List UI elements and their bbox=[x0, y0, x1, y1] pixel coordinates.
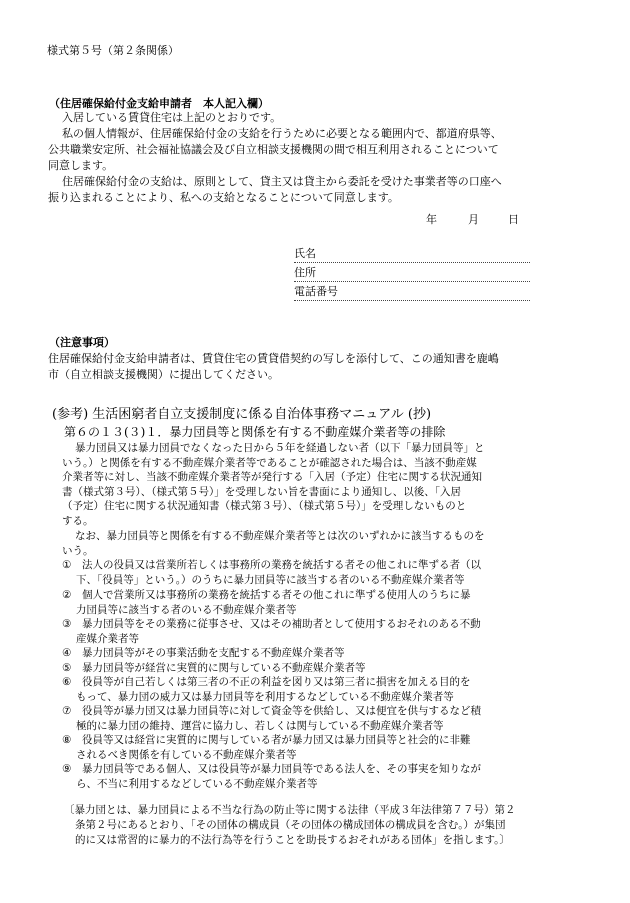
applicant-heading: （住居確保給付金支給申請者 本人記入欄） bbox=[49, 97, 269, 110]
list-item: ⑤ 暴力団員等が経営に実質的に関与している不動産媒介業者等 bbox=[62, 662, 366, 674]
para2-line-2: いう。 bbox=[62, 545, 94, 557]
notes-line-2: 市（自立相談支援機関）に提出してください。 bbox=[48, 368, 279, 381]
footnote-line-2: 条第２号にあるとおり、「その団体の構成員（その団体の構成団体の構成員を含む。）が集団 bbox=[75, 819, 506, 831]
applicant-line-4: 同意します。 bbox=[48, 159, 114, 172]
notes-heading: （注意事項） bbox=[49, 336, 115, 349]
footnote-line-3: 的に又は常習的に暴力的不法行為等を行うことを助長するおそれがある団体」を指します。〕 bbox=[75, 834, 510, 846]
list-item: ② 個人で営業所又は事務所の業務を統括する者その他これに準ずる使用人のうちに暴 力団員等に該当する者のいる不動産媒介業者等 bbox=[62, 589, 471, 616]
notes-line-1: 住居確保給付金支給申請者は、賃貸住宅の賃貸借契約の写しを添付して、この通知書を鹿嶋 bbox=[48, 352, 499, 365]
name-label: 氏名 bbox=[294, 247, 316, 260]
list-item: ③ 暴力団員等をその業務に従事させ、又はその補助者として使用するおそれのある不動 産媒介業者等 bbox=[62, 618, 481, 645]
para1-line-6: する。 bbox=[62, 515, 94, 527]
para1-line-1: 暴力団員又は暴力団員でなくなった日から５年を経過しない者（以下「暴力団員等」と bbox=[75, 442, 485, 454]
list-item: ④ 暴力団員等がその事業活動を支配する不動産媒介業者等 bbox=[62, 647, 345, 659]
list-item: ⑦ 役員等が暴力団又は暴力団員等に対して資金等を供給し、又は便宜を供与するなど積 極的に暴力団の維持、運営に協力し、若しくは関与している不動産媒介業者等 bbox=[62, 705, 481, 732]
para1-line-5: （予定）住宅に関する状況通知書（様式第３号）、（様式第５号）」を受理しないものと bbox=[62, 500, 467, 512]
list-item: ⑧ 役員等又は経営に実質的に関与している者が暴力団又は暴力団員等と社会的に非難 されるべき関係を有している不動産媒介業者等 bbox=[62, 734, 471, 761]
reference-section: 第６の１３(３)１．暴力団員等と関係を有する不動産媒介業者等の排除 bbox=[64, 425, 446, 439]
applicant-line-2: 私の個人情報が、住居確保給付金の支給を行うために必要となる範囲内で、都道府県等、 bbox=[62, 127, 502, 140]
form-number: 様式第５号（第２条関係） bbox=[47, 44, 179, 57]
applicant-line-5: 住居確保給付金の支給は、原則として、貸主又は貸主から委託を受けた事業者等の口座へ bbox=[62, 175, 502, 188]
para1-line-2: いう。）と関係を有する不動産媒介業者等であることが確認された場合は、当該不動産媒 bbox=[62, 457, 477, 469]
phone-label: 電話番号 bbox=[294, 285, 338, 298]
date-day-label: 日 bbox=[508, 213, 519, 226]
address-label: 住所 bbox=[294, 266, 316, 279]
phone-field[interactable] bbox=[294, 285, 530, 301]
para1-line-3: 介業者等に対し、当該不動産媒介業者等が発行する「入居（予定）住宅に関する状況通知 bbox=[62, 471, 482, 483]
para2-line-1: なお、暴力団員等と関係を有する不動産媒介業者等とは次のいずれかに該当するものを bbox=[75, 530, 485, 542]
applicant-line-1: 入居している賃貸住宅は上記のとおりです。 bbox=[62, 111, 282, 124]
address-field[interactable] bbox=[294, 266, 530, 282]
footnote-line-1: 〔暴力団とは、暴力団員による不当な行為の防止等に関する法律（平成３年法律第７７号）第２ bbox=[64, 804, 516, 816]
date-month-label: 月 bbox=[468, 213, 479, 226]
para1-line-4: 書（様式第３号）、（様式第５号）」を受理しない旨を書面により通知し、以後、「入居 bbox=[62, 486, 461, 498]
list-item: ⑥ 役員等が自己若しくは第三者の不正の利益を図り又は第三者に損害を加える目的を もって、暴力団の威力又は暴力団員等を利用するなどしている不動産媒介業者等 bbox=[62, 676, 471, 703]
applicant-line-6: 振り込まれることにより、私への支給となることについて同意します。 bbox=[48, 191, 399, 204]
reference-title: (参考) 生活困窮者自立支援制度に係る自治体事務マニュアル (抄) bbox=[52, 407, 432, 422]
list-item: ⑨ 暴力団員等である個人、又は役員等が暴力団員等である法人を、その事実を知りなが ら、不当に利用するなどしている不動産媒介業者等 bbox=[62, 763, 481, 790]
applicant-line-3: 公共職業安定所、社会福祉協議会及び自立相談支援機関の間で相互利用されることについて bbox=[48, 143, 499, 156]
name-field[interactable] bbox=[294, 247, 530, 263]
list-item: ① 法人の役員又は営業所若しくは事務所の業務を統括する者その他これに準ずる者（以 下、「役員等」という。）のうちに暴力団員等に該当する者のいる不動産媒介業者等 bbox=[62, 559, 481, 586]
date-year-label: 年 bbox=[426, 213, 437, 226]
